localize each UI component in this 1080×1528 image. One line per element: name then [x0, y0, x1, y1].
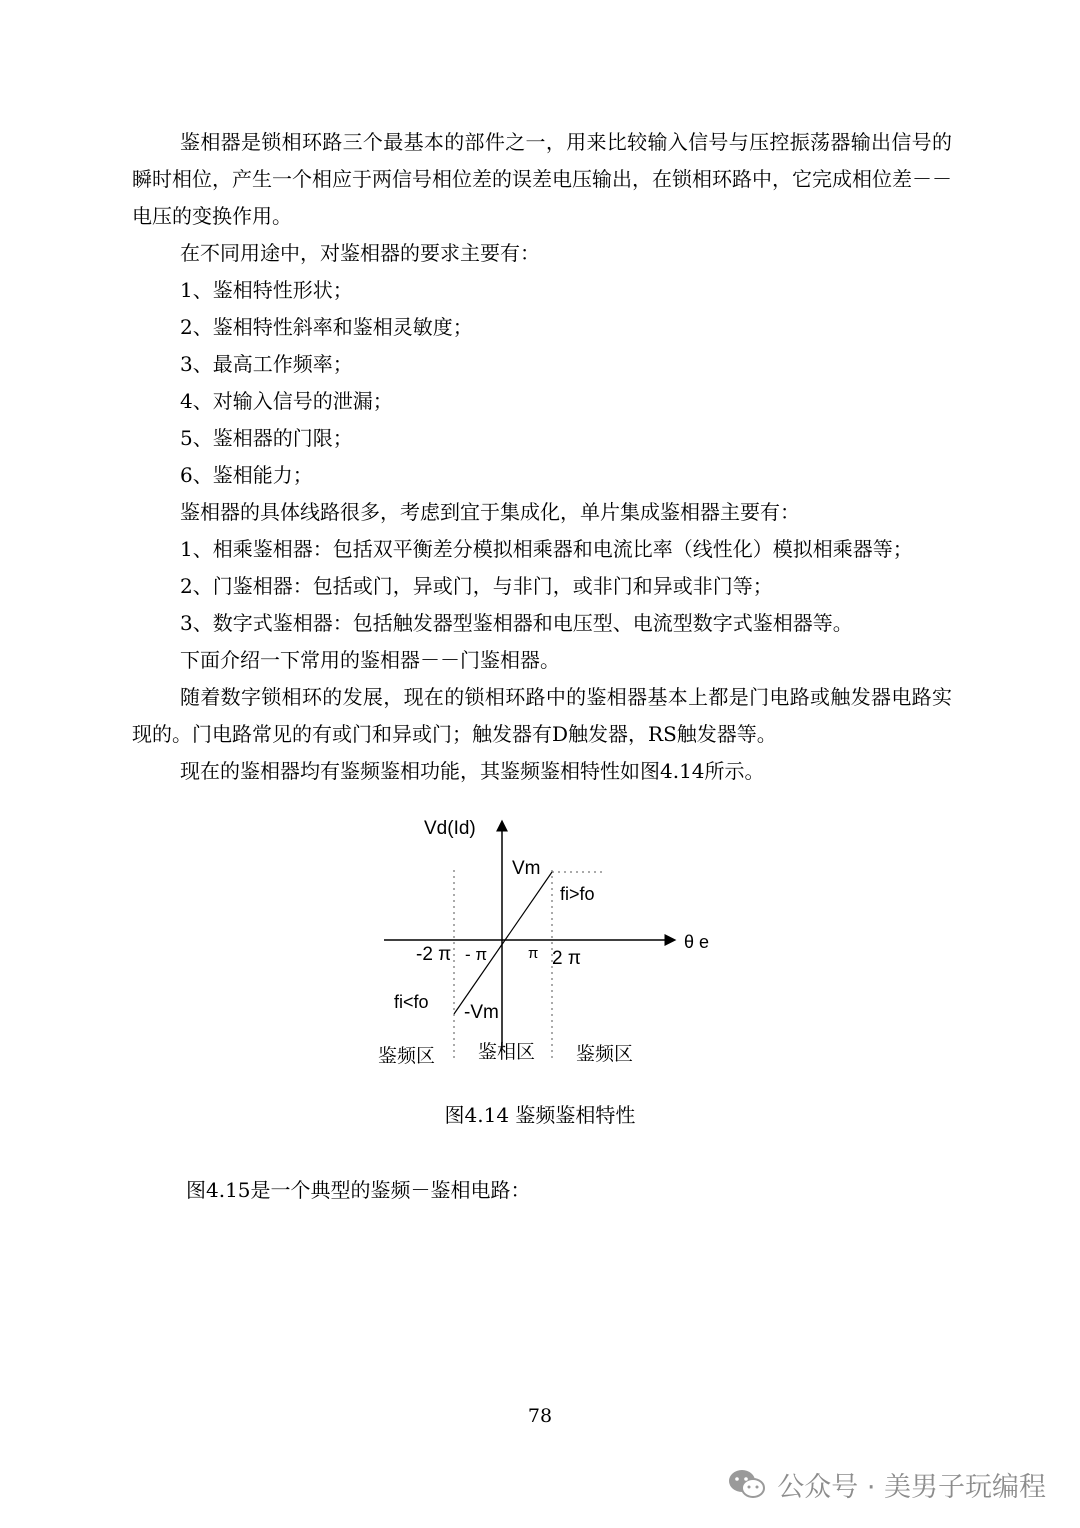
x-axis-label: θ e [684, 932, 710, 952]
neg-vm-label: -Vm [464, 1002, 499, 1023]
characteristic-line [454, 872, 552, 1014]
paragraph-gate-intro: 下面介绍一下常用的鉴相器－－门鉴相器。 [180, 648, 560, 672]
list-item: 4、对输入信号的泄漏； [180, 389, 393, 413]
paragraph-circuits-intro: 鉴相器的具体线路很多，考虑到宜于集成化，单片集成鉴相器主要有： [180, 500, 800, 524]
list-item: 1、相乘鉴相器：包括双平衡差分模拟相乘器和电流比率（线性化）模拟相乘器等； [180, 537, 913, 561]
watermark-text: 公众号 · 美男子玩编程 [777, 1471, 1046, 1503]
paragraph-digital-pll: 随着数字锁相环的发展，现在的锁相环路中的鉴相器基本上都是门电路或触发器电路实现的。门电路常见的有或门和异或门；触发器有D触发器，RS触发器等。 [132, 685, 952, 746]
paragraph-intro: 鉴相器是锁相环路三个最基本的部件之一，用来比较输入信号与压控振荡器输出信号的瞬时相位，产生一个相应于两信号相位差的误差电压输出，在锁相环路中，它完成相位差－－电压的变换作用。 [132, 130, 952, 228]
figure-caption: 图4.14 鉴频鉴相特性 [444, 1103, 636, 1127]
pfd-characteristic-diagram [370, 810, 730, 1070]
phase-detect-region: 鉴相区 [478, 1041, 536, 1063]
list-item: 3、数字式鉴相器：包括触发器型鉴相器和电压型、电流型数字式鉴相器等。 [180, 611, 853, 635]
freq-detect-region-left: 鉴频区 [378, 1045, 436, 1067]
y-axis-label: Vd(Id) [424, 818, 476, 839]
list-item: 2、门鉴相器：包括或门，异或门，与非门，或非门和异或非门等； [180, 574, 773, 598]
tick-pi: π [528, 945, 539, 962]
list-item: 3、最高工作频率； [180, 352, 353, 376]
vm-label: Vm [512, 858, 541, 879]
paragraph-requirements-intro: 在不同用途中，对鉴相器的要求主要有： [180, 241, 540, 265]
tick-neg-pi: - π [465, 945, 488, 964]
pfd-characteristic-figure [370, 810, 730, 1070]
tick-neg-2pi: -2 π [416, 944, 452, 965]
list-item: 2、鉴相特性斜率和鉴相灵敏度； [180, 315, 473, 339]
paragraph-figure-ref: 现在的鉴相器均有鉴频鉴相功能，其鉴频鉴相特性如图4.14所示。 [180, 759, 765, 783]
list-item: 1、鉴相特性形状； [180, 278, 353, 302]
wechat-icon [727, 1468, 767, 1500]
watermark [727, 1462, 1046, 1506]
paragraph-next-figure: 图4.15是一个典型的鉴频－鉴相电路： [186, 1178, 531, 1202]
list-item: 6、鉴相能力； [180, 463, 313, 487]
page-number: 78 [527, 1405, 553, 1427]
lower-region-label: fi<fo [394, 992, 429, 1012]
tick-2pi: 2 π [552, 948, 581, 969]
list-item: 5、鉴相器的门限； [180, 426, 353, 450]
freq-detect-region-right: 鉴频区 [576, 1043, 634, 1065]
upper-region-label: fi>fo [560, 884, 595, 904]
